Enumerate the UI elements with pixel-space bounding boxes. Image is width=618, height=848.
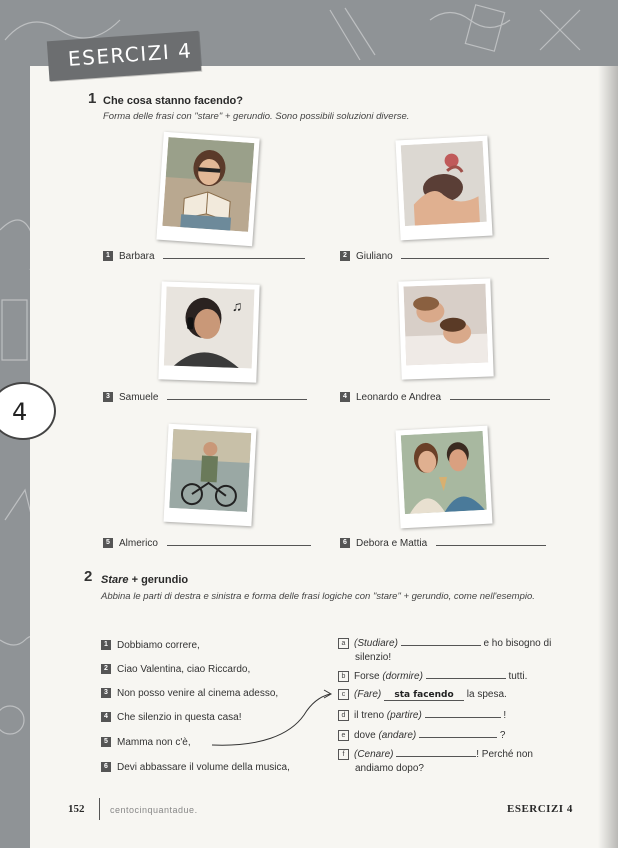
photo-samuele — [158, 281, 259, 382]
hands-with-food-icon — [401, 141, 487, 226]
ex1-item-badge: 1 — [103, 251, 113, 261]
answer-line[interactable] — [167, 391, 307, 400]
footer-page-word: centocinquantadue. — [110, 805, 198, 815]
exercise2-number: 2 — [84, 568, 93, 585]
exercise2-instructions: Abbina le parti di destra e sinistra e forma delle frasi logiche con "stare" + gerundio, come nell'esempio. — [101, 591, 535, 602]
ex2-right-verb: (partire) — [386, 710, 422, 721]
exercise1-number: 1 — [88, 90, 97, 107]
ex2-left-text: Non posso venire al cinema adesso, — [117, 688, 279, 699]
ex2-left-2 — [101, 664, 250, 675]
match-arrow — [200, 685, 340, 755]
ex2-right-verb: (Studiare) — [354, 638, 398, 649]
ex2-right-d — [338, 709, 506, 721]
ex2-right-verb: (Fare) — [354, 689, 382, 701]
answer-line[interactable] — [401, 250, 549, 259]
answer-line[interactable] — [426, 670, 506, 679]
ex2-right-pre: dove — [354, 730, 376, 741]
exercise2-title-italic: Stare — [101, 574, 129, 586]
ex2-right-badge: f — [338, 749, 349, 760]
footer-page-number: 152 — [68, 803, 85, 815]
ex2-right-badge: e — [338, 730, 349, 741]
ex2-right-a — [338, 637, 551, 649]
ex1-item-badge: 4 — [340, 392, 350, 402]
ex2-left-text: Dobbiamo correre, — [117, 640, 200, 651]
footer-section: ESERCIZI 4 — [507, 803, 573, 815]
ex2-right-after: ! — [503, 710, 507, 721]
ex2-left-text: Mamma non c'è, — [117, 737, 191, 748]
couple-eating-icecream-icon — [401, 431, 487, 514]
ex2-left-badge: 2 — [101, 664, 111, 674]
answer-line[interactable] — [167, 537, 311, 546]
svg-text:♫: ♫ — [231, 297, 243, 315]
ex2-right-f — [338, 748, 533, 760]
ex2-right-badge: c — [338, 689, 349, 700]
ex2-right-e — [338, 729, 505, 741]
ex2-right-a-line2: silenzio! — [355, 652, 392, 663]
ex1-item-name: Giuliano — [356, 251, 393, 262]
ex2-right-b — [338, 670, 527, 682]
page-binding-shadow — [598, 66, 618, 848]
ex2-right-verb: (dormire) — [382, 671, 423, 682]
exercise2-title — [101, 574, 188, 586]
ex1-item-name: Barbara — [119, 251, 155, 262]
ex2-right-verb: (andare) — [378, 730, 417, 741]
ex2-right-after: ! Perché non — [476, 749, 533, 760]
ex2-right-pre: il treno — [354, 710, 385, 721]
photo-barbara — [156, 132, 259, 246]
ex2-left-badge: 6 — [101, 762, 111, 772]
ex1-item-6 — [340, 537, 546, 549]
man-with-bicycle-icon — [169, 429, 251, 512]
exercise1-title: Che cosa stanno facendo? — [103, 95, 243, 107]
ex2-left-text: Che silenzio in questa casa! — [117, 712, 242, 723]
answer-line[interactable] — [425, 709, 501, 718]
footer-divider — [99, 798, 100, 820]
ex2-left-text: Devi abbassare il volume della musica, — [117, 762, 290, 773]
ex2-left-badge: 4 — [101, 712, 111, 722]
ex2-left-6 — [101, 762, 290, 773]
answer-line[interactable] — [163, 250, 305, 259]
answer-line[interactable] — [450, 391, 550, 400]
ex2-right-badge: d — [338, 710, 349, 721]
chapter-tab-number: 4 — [12, 398, 28, 426]
ex1-item-2 — [340, 250, 549, 262]
boy-with-headphones-icon — [164, 286, 255, 368]
ex2-right-after: ? — [499, 730, 506, 741]
ex1-item-badge: 6 — [340, 538, 350, 548]
answer-line[interactable] — [419, 729, 497, 738]
ex2-right-after: la spesa. — [466, 689, 507, 701]
ex1-item-1 — [103, 250, 305, 262]
ex2-right-badge: b — [338, 671, 349, 682]
ex2-right-f-line2: andiamo dopo? — [355, 763, 424, 774]
photo-debora-mattia — [395, 426, 492, 529]
ex1-item-3 — [103, 391, 307, 403]
ex1-item-5 — [103, 537, 311, 549]
boys-sleeping-icon — [403, 284, 488, 366]
ex1-item-name: Samuele — [119, 392, 159, 403]
ex2-left-badge: 3 — [101, 688, 111, 698]
ex2-left-badge: 1 — [101, 640, 111, 650]
ex2-left-text: Ciao Valentina, ciao Riccardo, — [117, 664, 251, 675]
ex1-item-4 — [340, 391, 550, 403]
ex2-right-pre: Forse — [354, 671, 380, 682]
ex2-right-verb: (Cenare) — [354, 749, 394, 760]
answer-line[interactable] — [436, 537, 546, 546]
answer-line[interactable] — [384, 689, 464, 701]
ex2-right-badge: a — [338, 638, 349, 649]
girl-reading-book-icon — [162, 137, 254, 232]
photo-almerico — [163, 424, 256, 526]
photo-leonardo-andrea — [398, 278, 493, 379]
ex1-item-name: Almerico — [119, 538, 158, 549]
exercise1-instructions: Forma delle frasi con "stare" + gerundio. Sono possibili soluzioni diverse. — [103, 111, 410, 122]
ex1-item-badge: 2 — [340, 251, 350, 261]
handwritten-answer: sta facendo — [394, 690, 454, 701]
ex1-item-badge: 5 — [103, 538, 113, 548]
ex2-right-after: tutti. — [508, 671, 528, 682]
ex2-left-5 — [101, 737, 191, 748]
answer-line[interactable] — [396, 748, 476, 757]
exercise2-title-rest: + gerundio — [128, 574, 189, 586]
ex2-right-c — [338, 689, 507, 701]
ex2-left-1 — [101, 640, 200, 651]
ex1-item-badge: 3 — [103, 392, 113, 402]
ex1-item-name: Debora e Mattia — [356, 538, 428, 549]
answer-line[interactable] — [401, 637, 481, 646]
ex2-right-after: e ho bisogno di — [483, 638, 552, 649]
ex2-left-badge: 5 — [101, 737, 111, 747]
banner-title: ESERCIZI 4 — [67, 38, 194, 71]
photo-giuliano — [395, 136, 492, 241]
ex1-item-name: Leonardo e Andrea — [356, 392, 442, 403]
